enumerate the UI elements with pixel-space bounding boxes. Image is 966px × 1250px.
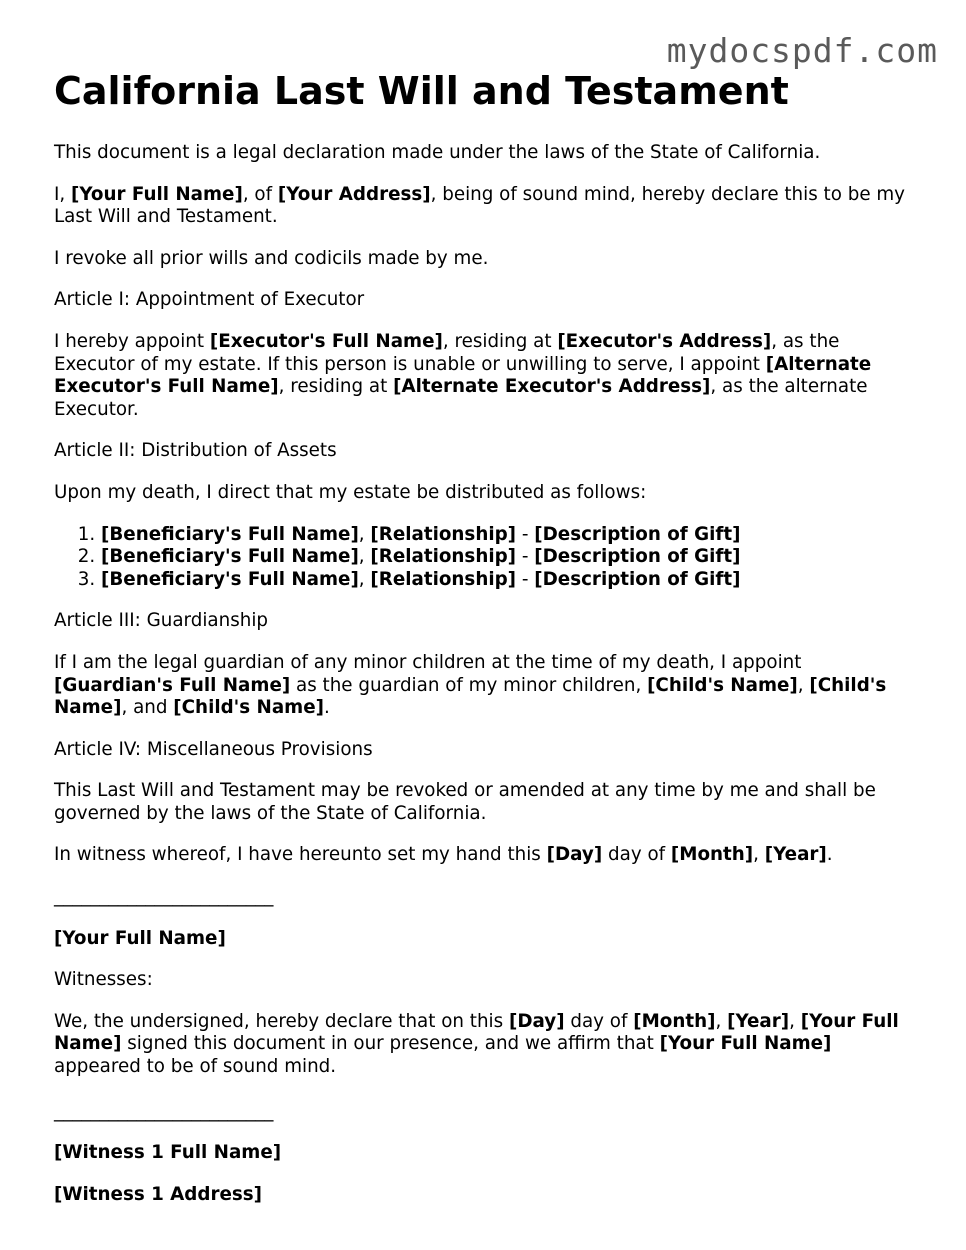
witnesses-heading: Witnesses: [54, 969, 153, 991]
witnesses-paragraph: We, the undersigned, hereby declare that on this [Day] day of [Month], [Year], [Your Full Name] signed this document in our presence, and we affirm that [Your Full Name] appeared to be of sound mind. [54, 1010, 899, 1078]
article-2-heading: Article II: Distribution of Assets [54, 440, 337, 462]
testator-address-placeholder: [Your Address] [277, 183, 431, 205]
witness-1-signature-line: ________________________ [54, 1100, 274, 1122]
article-1-heading: Article I: Appointment of Executor [54, 289, 365, 311]
intro-paragraph: This document is a legal declaration made under the laws of the State of California. [54, 142, 821, 163]
testator-name-placeholder: [Your Full Name] [71, 183, 243, 205]
month-placeholder: [Month] [670, 844, 754, 866]
declaration-paragraph: I, [Your Full Name], of [Your Address], being of sound mind, hereby declare this to be my Last Will and Testament. [54, 183, 906, 228]
alternate-executor-name-placeholder: [Alternate Executor's Full Name] [54, 353, 872, 398]
child-name-placeholder: [Child's Name] [54, 674, 887, 719]
month-placeholder: [Month] [633, 1010, 716, 1032]
article-3-heading: Article III: Guardianship [54, 610, 269, 632]
article-2-intro: Upon my death, I direct that my estate be distributed as follows: [54, 481, 647, 503]
article-3-paragraph: If I am the legal guardian of any minor children at the time of my death, I appoint [Guardian's Full Name] as the guardian of my minor children, [Child's Name], [Child's Name], and [Child's Name]. [54, 651, 887, 719]
day-placeholder: [Day] [546, 844, 603, 866]
beneficiary-item: 1. [Beneficiary's Full Name], [Relationship] - [Description of Gift] [101, 524, 914, 547]
year-placeholder: [Year] [764, 844, 827, 866]
witness-1-name: [Witness 1 Full Name] [54, 1142, 282, 1164]
testator-name-placeholder: [Your Full Name] [659, 1033, 832, 1055]
document-title: California Last Will and Testament [54, 69, 789, 113]
testator-name-placeholder: [Your Full Name] [54, 1010, 899, 1055]
signature-line: ________________________ [54, 886, 274, 908]
document [54, 66, 914, 1225]
executor-address-placeholder: [Executor's Address] [557, 330, 772, 352]
beneficiary-list [54, 524, 914, 592]
watermark: mydocspdf.com [666, 31, 938, 70]
alternate-executor-address-placeholder: [Alternate Executor's Address] [393, 376, 711, 398]
article-1-paragraph: I hereby appoint [Executor's Full Name], residing at [Executor's Address], as the Executor of my estate. If this person is unable or unwilling to serve, I appoint [Alternate Executor's Full Name], residing at [Alternate Executor's Address], as the alternate Executor. [54, 330, 872, 420]
witness-1-address: [Witness 1 Address] [54, 1183, 263, 1205]
child-name-placeholder: [Child's Name] [647, 674, 798, 696]
guardian-name-placeholder: [Guardian's Full Name] [54, 674, 291, 696]
year-placeholder: [Year] [727, 1010, 790, 1032]
child-name-placeholder: [Child's Name] [173, 697, 324, 719]
witness-clause: In witness whereof, I have hereunto set my hand this [Day] day of [Month], [Year]. [54, 844, 833, 866]
beneficiary-item: 2. [Beneficiary's Full Name], [Relationship] - [Description of Gift] [101, 546, 914, 569]
revoke-paragraph: I revoke all prior wills and codicils made by me. [54, 247, 489, 269]
day-placeholder: [Day] [508, 1010, 565, 1032]
executor-name-placeholder: [Executor's Full Name] [209, 330, 443, 352]
signature-name: [Your Full Name] [54, 927, 226, 949]
article-4-paragraph: This Last Will and Testament may be revoked or amended at any time by me and shall be governed by the laws of the State of California. [54, 780, 876, 824]
article-4-heading: Article IV: Miscellaneous Provisions [54, 738, 373, 760]
beneficiary-item: 3. [Beneficiary's Full Name], [Relationship] - [Description of Gift] [101, 569, 914, 592]
